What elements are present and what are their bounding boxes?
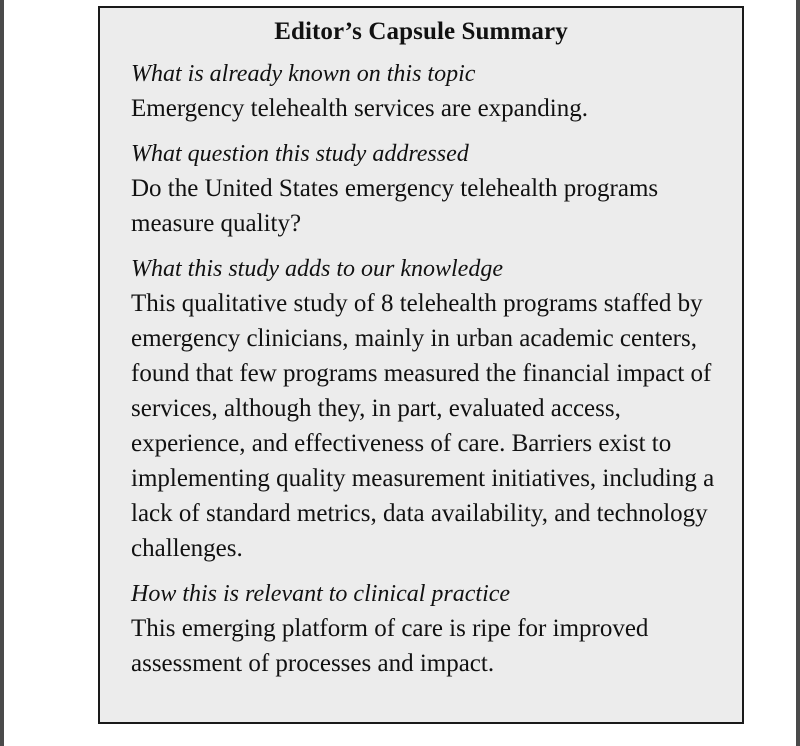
capsule-summary-box [98, 6, 744, 724]
section-question [131, 138, 724, 241]
section-body: Emergency telehealth services are expanding. [131, 95, 588, 122]
section-heading: What question this study addressed [131, 141, 469, 167]
section-heading: What is already known on this topic [131, 61, 476, 87]
section-heading: How this is relevant to clinical practice [131, 581, 511, 607]
section-body: This emerging platform of care is ripe for improved assessment of processes and impact. [131, 615, 649, 677]
section-body: This qualitative study of 8 telehealth programs staffed by emergency clinicians, mainly in urban academic centers, found that few programs measured the financial impact of services, although they, in part, evaluated access, experience, and effectiveness of care. Barriers exist to implementing quality measurement initiatives, including a lack of standard metrics, data availability, and technology challenges. [131, 290, 715, 562]
section-adds [131, 253, 724, 566]
capsule-title: Editor’s Capsule Summary [274, 18, 568, 45]
section-body: Do the United States emergency telehealth programs measure quality? [131, 175, 659, 237]
section-heading: What this study adds to our knowledge [131, 256, 503, 282]
left-edge-bar [0, 0, 4, 746]
section-relevance [131, 578, 724, 681]
section-known [131, 58, 724, 126]
right-edge-bar [796, 0, 800, 746]
